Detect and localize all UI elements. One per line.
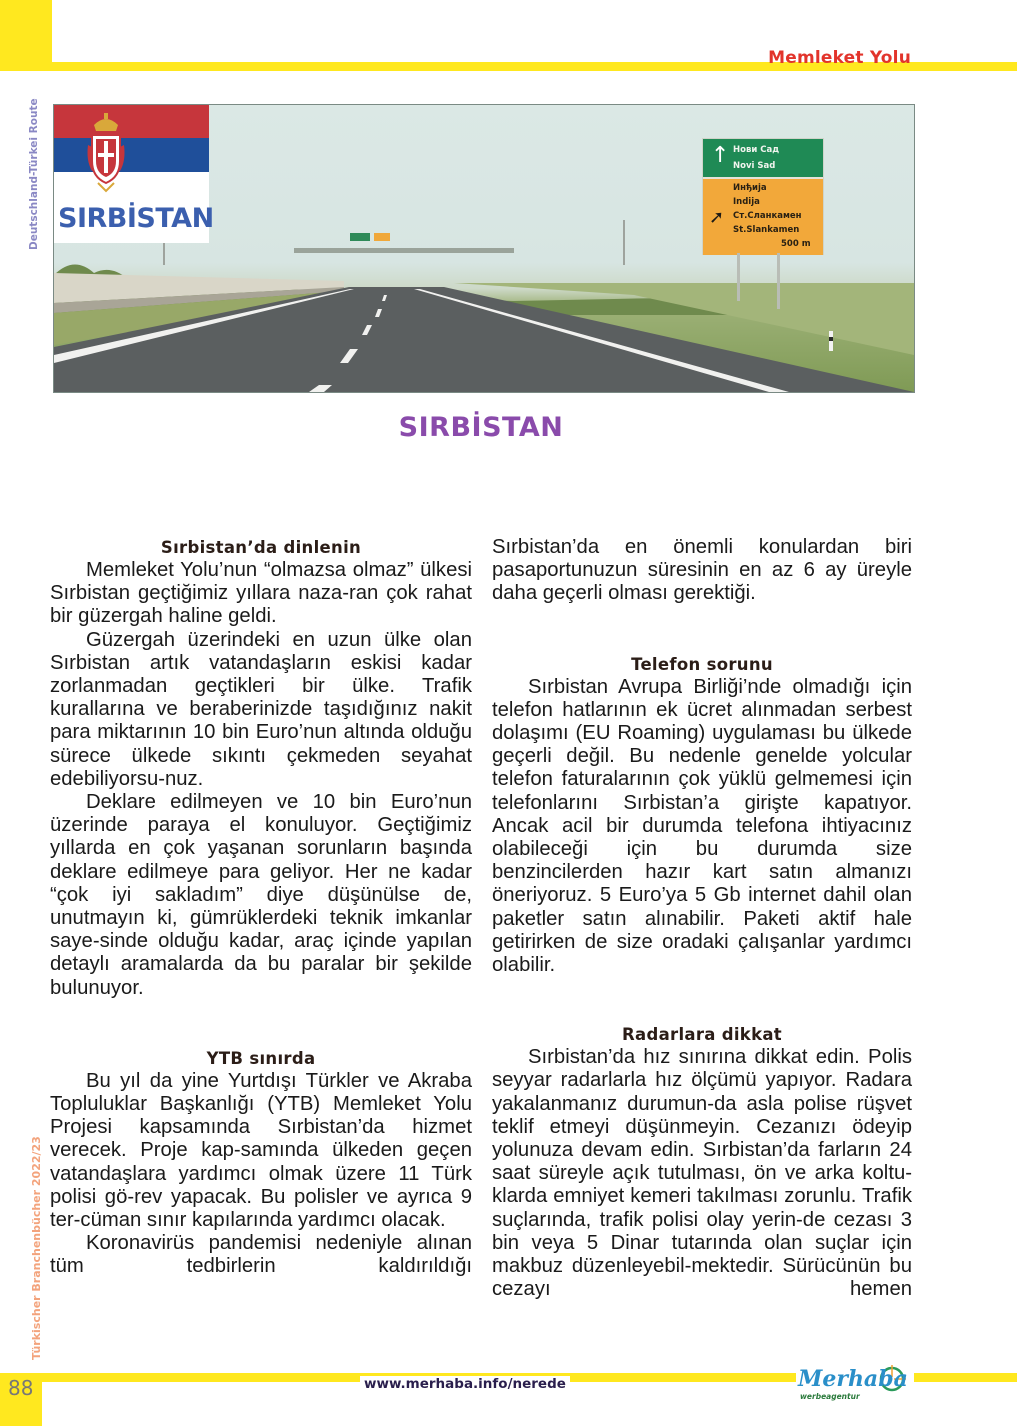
left-column <box>50 536 472 1279</box>
paragraph: Güzergah üzerindeki en uzun ülke olan Sırbistan artık vatandaşların eskisi kadar zorlanmadan geçtikleri bir ülke. Trafik kurallarına ve beraberinizde taşıdığınız nakit para miktarının 10 bin Euro’nun altında olduğu sürece ülkede sıkıntı çekmeden seyahat edebiliyorsu-nuz. <box>50 628 472 790</box>
section-heading-rest: Sırbistan’da dinlenin <box>160 538 362 557</box>
running-head: Memleket Yolu <box>768 48 911 68</box>
footer-url-link[interactable]: www.merhaba.info/nerede <box>360 1376 570 1392</box>
sign-text-cyrillic-indija: Инђија <box>733 183 767 193</box>
side-label-publication: Türkischer Branchenbücher 2022/23 <box>30 1136 43 1360</box>
sign-orange-panel <box>703 177 823 255</box>
page-title: SIRBİSTAN <box>398 412 564 443</box>
sign-text-novi-sad: Novi Sad <box>733 161 776 171</box>
paragraph: Sırbistan’da hız sınırına dikkat edin. Polis seyyar radarlarla hız ölçümü yapıyor. Radara yakalanmanız durumun-da asla polise rüşvet teklif etmeyi düşünmeyin. Cezanızı ödeyip yolunuza devam edin. Sırbistan’da farların 24 saat süreyle açık tutulması, ön ve arka koltu-klarda emniyet kemeri takılması zorunlu. Trafik suçlarında, trafik polisi olay yerin-de cezası 3 bin veya 5 Dinar tutarında olan suçlar için makbuz düzenleyebil-mektedir. Sürücünün bu cezayı hemen <box>492 1046 912 1301</box>
page-number: 88 <box>8 1376 34 1400</box>
sign-posts <box>729 253 789 313</box>
right-column <box>492 536 912 1301</box>
logo-subtext: werbeagentur <box>800 1392 860 1401</box>
sign-text-indija: Indija <box>733 197 760 207</box>
diagonal-arrow-icon: ➚ <box>709 207 725 228</box>
paragraph: Memleket Yolu’nun “olmazsa olmaz” ülkesi Sırbistan geçtiğimiz yıllara naza-ran çok rahat bir güzergah haline geldi. <box>50 559 472 628</box>
section-heading-phone: Telefon sorunu <box>631 654 773 674</box>
lead-paragraph: Sırbistan’da en önemli konulardan biri pasaportunuzun süresinin en az 6 ay üreyle daha geçerli olması gerektiği. <box>492 536 912 605</box>
section-heading-ytb: YTB sınırda <box>206 1048 316 1068</box>
sign-text-distance: 500 m <box>781 239 811 249</box>
paragraph: Bu yıl da yine Yurtdışı Türkler ve Akraba Topluluklar Başkanlığı (YTB) Memleket Yolu Projesi kapsamında Sırbistan’da hizmet verecek. Proje kap-samında ülkeden geçen vatandaşlara yardımcı olmak üzere 11 Türk polisi gö-rev yapacak. Bu polisler ve ayrıca 9 ter-cüman sınır kapılarında yardımcı olacak. <box>50 1069 472 1232</box>
paragraph: Sırbistan Avrupa Birliği’nde olmadığı için telefon hatlarının ek ücret alınmadan serbest dolaşımı (EU Roaming) uygulaması bu ülkede geçerli değil. Bu nedenle genelde yolcular telefon faturalarının çok yüklü gelmemesi için telefonlarını Sırbistan’a girişte kapatıyor. Ancak acil bir durumda telefona ihtiyacınız olabileceği için bu durumda size benzincilerden hazır kart satın almanızı öneriyoruz. 5 Euro’ya 5 Gb internet dahil olan paketler satın alınabilir. Paketi aktif hale getirirken de size oradaki çalışanlar yardımcı olabilir. <box>492 675 912 977</box>
top-yellow-frame-block <box>0 0 52 70</box>
hero-photo <box>53 104 915 393</box>
side-label-route: Deutschland-Türkei Route <box>28 98 40 250</box>
sign-text-cyrillic-novi-sad: Нови Сад <box>733 145 780 155</box>
paragraph: Deklare edilmeyen ve 10 bin Euro’nun üzerinde paraya el konuluyor. Geçtiğimiz yıllarda en çok yaşanan sorunların başında deklare edilmeye para geliyor. Her ne kadar “çok iyi sakladım” diye düşünülse de, unutmayın ki, gümrüklerdeki teknik imkanlar saye-sinde olduğu kadar, araç içinde yapılan detaylı aramalarda da bu paralar bir şekilde bulunuyor. <box>50 791 472 999</box>
section-heading-radar: Radarlara dikkat <box>622 1025 782 1045</box>
coat-of-arms-icon <box>86 111 126 197</box>
merhaba-logo <box>796 1362 914 1406</box>
logo-text: Merhaba <box>798 1366 908 1392</box>
road-sign <box>702 138 824 255</box>
up-arrow-icon: ↑ <box>711 143 730 168</box>
country-caption: SIRBİSTAN <box>58 203 214 234</box>
sign-text-cyrillic-slankamen: Ст.Сланкамен <box>733 211 802 221</box>
sign-text-slankamen: St.Slankamen <box>733 225 800 235</box>
sign-green-panel <box>703 139 823 177</box>
paragraph: Koronavirüs pandemisi nedeniyle alınan tüm tedbirlerin kaldırıldığı <box>50 1232 472 1278</box>
